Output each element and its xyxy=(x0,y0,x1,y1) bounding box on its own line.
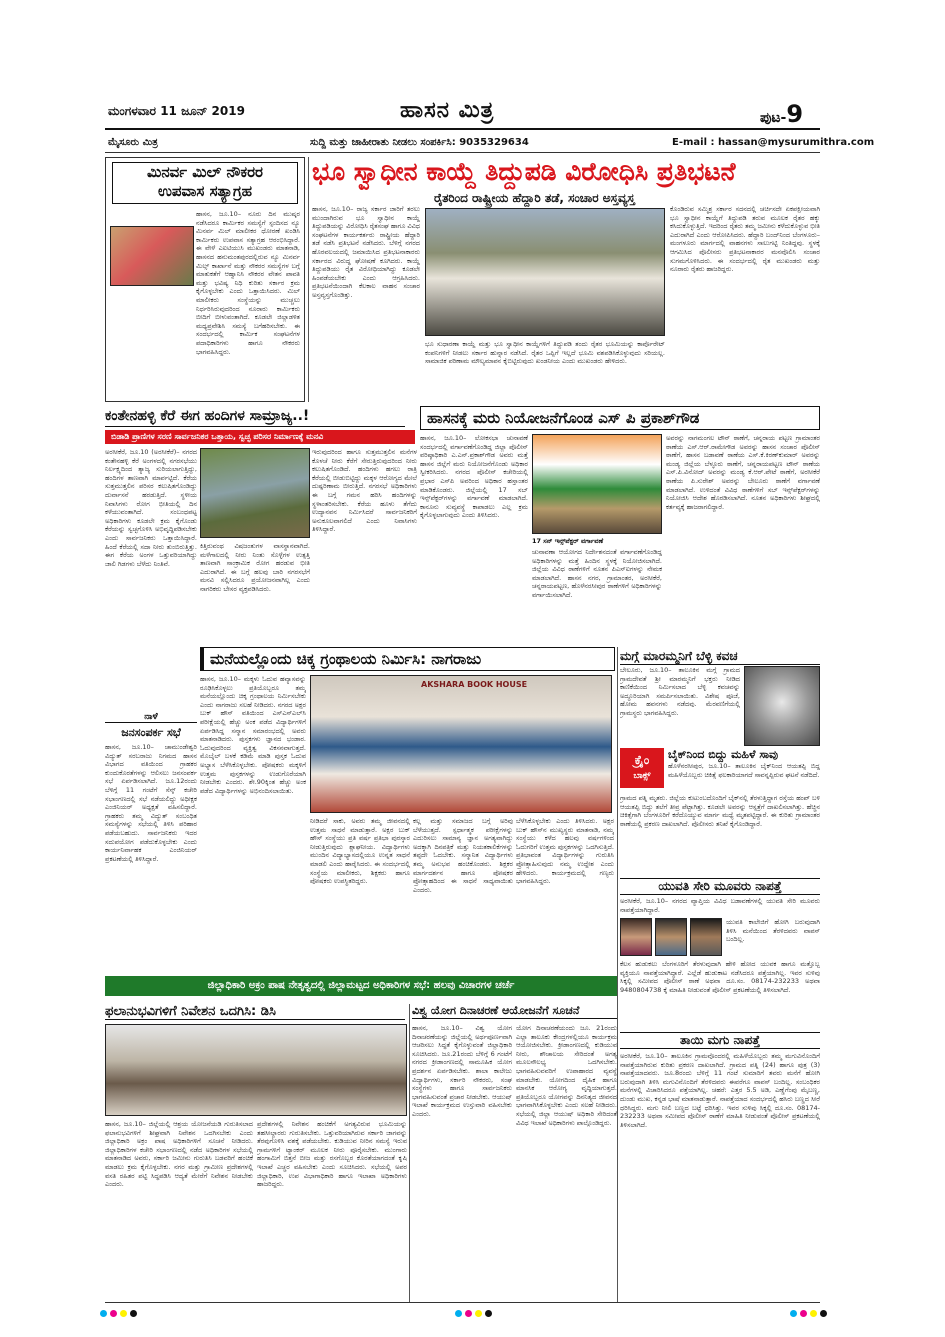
library-photo xyxy=(310,675,612,813)
land-protest-photo xyxy=(425,208,665,336)
lake-col3: ಇರುವುದರಿಂದ ಹಾಗೂ ಸುತ್ತಮುತ್ತಲಿನ ಮನೆಗಳ ಕೊಳಚೆ ನೀರು ಕೆರೆಗೆ ಸೇರುತ್ತಿರುವುದರಿಂದ ನೀರು ಕಲುಷಿತಗೊಂಡಿದೆ. ಹಂದಿಗಳು ಹಗಲು ರಾತ್ರಿ ಕೆರೆಯಲ್ಲಿ ಬೀಡುಬಿಟ್ಟಿದ್ದು ಮಕ್ಕಳ ಆರೋಗ್ಯದ ಮೇಲೆ ದುಷ್ಪರಿಣಾಮ ಬೀರುತ್ತಿದೆ. ನಗರಸಭೆ ಅಧಿಕಾರಿಗಳು ಈ ಬಗ್ಗೆ ಗಮನ ಹರಿಸಿ ಹಂದಿಗಳನ್ನು ಸ್ಥಳಾಂತರಿಸಬೇಕು. ಕೆರೆಯ ಹೂಳು ತೆಗೆದು ಉದ್ಯಾನವನ ನಿರ್ಮಿಸಿದರೆ ಸಾರ್ವಜನಿಕರಿಗೆ ಅನುಕೂಲವಾಗಲಿದೆ ಎಂದು ನಿವಾಸಿಗಳು ತಿಳಿಸಿದ್ದಾರೆ. xyxy=(312,448,417,534)
minerva-headline-line1: ಮಿನರ್ವ ಮಿಲ್ ನೌಕರರ xyxy=(147,163,263,181)
yellow-mark xyxy=(475,1310,482,1317)
missing-three-side: ಯುವತಿ ಕಾಲೇಜಿಗೆ ಹೋಗಿ ಬರುವುದಾಗಿ ತಿಳಿಸಿ ಮನೆಯಿಂದ ತೆರಳಿದವರು ವಾಪಸ್ ಬಂದಿಲ್ಲ. xyxy=(726,918,820,944)
contact-line: ಸುದ್ದಿ ಮತ್ತು ಜಾಹೀರಾತು ನೀಡಲು ಸಂಪರ್ಕಿಸಿ: 9035329634 xyxy=(310,137,529,148)
crime-box-label xyxy=(620,748,664,788)
page-label: ಪುಟ- xyxy=(760,110,787,126)
yellow-mark xyxy=(120,1310,127,1317)
silver-armour-photo xyxy=(744,666,820,746)
library-col1: ಹಾಸನ, ಜೂ.10– ಮಕ್ಕಳು ಓದುವ ಹವ್ಯಾಸವನ್ನು ರೂಢಿಸಿಕೊಳ್ಳಲು ಪ್ರತಿಯೊಬ್ಬರೂ ತಮ್ಮ ಮನೆಯಲ್ಲೊಂದು ಚಿಕ್ಕ ಗ್ರಂಥಾಲಯ ನಿರ್ಮಿಸಬೇಕು ಎಂದು ನಾಗರಾಜು ಸಲಹೆ ನೀಡಿದರು. ನಗರದ ಅಕ್ಷರ ಬುಕ್ ಹೌಸ್ ವತಿಯಿಂದ ಎಸ್‌ಎಸ್‌ಎಲ್‌ಸಿ ಪರೀಕ್ಷೆಯಲ್ಲಿ ಹೆಚ್ಚು ಅಂಕ ಪಡೆದ ವಿದ್ಯಾರ್ಥಿಗಳಿಗೆ ಏರ್ಪಡಿಸಿದ್ದ ಸನ್ಮಾನ ಸಮಾರಂಭದಲ್ಲಿ ಅವರು ಮಾತನಾಡಿದರು. ಪುಸ್ತಕಗಳು ಜ್ಞಾನದ ಭಂಡಾರ. ಓದುವುದರಿಂದ ವ್ಯಕ್ತಿತ್ವ ವಿಕಸನವಾಗುತ್ತದೆ. ಮೊಬೈಲ್ ಬಳಕೆ ಕಡಿಮೆ ಮಾಡಿ ಪುಸ್ತಕ ಓದುವ ಅಭ್ಯಾಸ ಬೆಳೆಸಿಕೊಳ್ಳಬೇಕು. ಪೋಷಕರು ಮಕ್ಕಳಿಗೆ ಉತ್ತಮ ಪುಸ್ತಕಗಳನ್ನು ಉಡುಗೊರೆಯಾಗಿ ನೀಡಬೇಕು ಎಂದರು. ಶೇ.90ಕ್ಕಿಂತ ಹೆಚ್ಚು ಅಂಕ ಪಡೆದ ವಿದ್ಯಾರ್ಥಿಗಳನ್ನು ಅಭಿನಂದಿಸಲಾಯಿತು. xyxy=(200,675,306,795)
silver-armour-body: ಬೇಲೂರು, ಜೂ.10– ತಾಲೂಕಿನ ಮಗ್ಗೆ ಗ್ರಾಮದ ಗ್ರಾಮದೇವತೆ ಶ್ರೀ ಮಾರಮ್ಮನಿಗೆ ಭಕ್ತರು ನೀಡಿದ ಕಾಣಿಕೆಯಿಂದ ನಿರ್ಮಿಸಲಾದ ಬೆಳ್ಳಿ ಕವಚವನ್ನು ಅದ್ಧೂರಿಯಾಗಿ ಸಮರ್ಪಿಸಲಾಯಿತು. ವಿಶೇಷ ಪೂಜೆ, ಹೋಮ ಹವನಗಳು ನಡೆದವು. ಮೆರವಣಿಗೆಯಲ್ಲಿ ಗ್ರಾಮಸ್ಥರು ಭಾಗವಹಿಸಿದ್ದರು. xyxy=(620,666,740,717)
yoga-col1: ಹಾಸನ, ಜೂ.10– ವಿಶ್ವ ಯೋಗ ದಿನಾಚರಣೆಯನ್ನು ಜಿಲ್ಲೆಯಲ್ಲಿ ಅರ್ಥಪೂರ್ಣವಾಗಿ ಆಚರಿಸಲು ಸಿದ್ಧತೆ ಕೈಗೊಳ್ಳುವಂತೆ ಜಿಲ್ಲಾಧಿಕಾರಿ ಸೂಚಿಸಿದರು. ಜೂ.21ರಂದು ಬೆಳಿಗ್ಗೆ 6 ಗಂಟೆಗೆ ನಗರದ ಕ್ರೀಡಾಂಗಣದಲ್ಲಿ ಸಾಮೂಹಿಕ ಯೋಗ ಪ್ರದರ್ಶನ ಏರ್ಪಡಿಸಬೇಕು. ಶಾಲಾ ಕಾಲೇಜು ವಿದ್ಯಾರ್ಥಿಗಳು, ಸರ್ಕಾರಿ ನೌಕರರು, ಸಂಘ ಸಂಸ್ಥೆಗಳು ಹಾಗೂ ಸಾರ್ವಜನಿಕರು ಭಾಗವಹಿಸುವಂತೆ ಪ್ರಚಾರ ನೀಡಬೇಕು. ಆಯುಷ್ ಇಲಾಖೆ ಕಾರ್ಯಕ್ರಮದ ಉಸ್ತುವಾರಿ ವಹಿಸಬೇಕು ಎಂದರು. xyxy=(412,1024,512,1118)
lake-photo xyxy=(200,448,310,538)
crime-label-line1: ಕ್ರೈಂ xyxy=(634,753,650,767)
missing-three-lead: ಅರಸೀಕೆರೆ, ಜೂ.10– ನಗರದ ವ್ಯಾಪ್ತಿಯ ವಿವಿಧ ಬಡಾವಣೆಗಳಲ್ಲಿ ಯುವತಿ ಸೇರಿ ಮೂವರು ನಾಪತ್ತೆಯಾಗಿದ್ದಾರೆ. xyxy=(620,897,820,914)
yoga-headline: ವಿಶ್ವ ಯೋಗ ದಿನಾಚರಣೆ ಆಯೋಜನೆಗೆ ಸೂಚನೆ xyxy=(412,1004,617,1019)
lake-red-bar: ಬಿಡಾಡಿ ಪ್ರಾಣಿಗಳ ಸರಣಿ ಸಾರ್ವಜನಿಕರ ಒತ್ತಾಯ, ಸ್ವಚ್ಛ ಪರಿಸರ ನಿರ್ಮಾಣಕ್ಕೆ ಮನವಿ xyxy=(105,430,415,444)
sp-headline: ಹಾಸನಕ್ಕೆ ಮರು ನಿಯೋಜನೆಗೊಂಡ ಎಸ್ ಪಿ ಪ್ರಕಾಶ್‌ಗೌಡ xyxy=(420,406,820,430)
sp-caption-text: 17 ಸನ್ ಇನ್ಸ್‌ಪೆಕ್ಟರ್ ವರ್ಗಾವಣೆ xyxy=(532,537,604,545)
missing-person-photo-2 xyxy=(655,918,687,956)
issue-date: ಮಂಗಳವಾರ 11 ಜೂನ್ 2019 xyxy=(108,104,245,118)
dc-meeting-green-bar: ಜಿಲ್ಲಾಧಿಕಾರಿ ಅಕ್ರಂ ಪಾಷ ನೇತೃತ್ವದಲ್ಲಿ ಜಿಲ್ಲಾಮಟ್ಟದ ಅಧಿಕಾರಿಗಳ ಸಭೆ: ಹಲವು ವಿಚಾರಗಳ ಚರ್ಚೆ xyxy=(105,976,617,996)
land-protest-subhead: ರೈತರಿಂದ ರಾಷ್ಟ್ರೀಯ ಹೆದ್ದಾರಿ ತಡೆ, ಸಂಚಾರ ಅಸ್ತವ್ಯಸ್ತ xyxy=(434,191,635,205)
magenta-mark xyxy=(465,1310,472,1317)
black-mark xyxy=(485,1310,492,1317)
sp-col2: ಚುನಾವಣಾ ಆಯೋಗದ ನಿರ್ದೇಶನದಂತೆ ವರ್ಗಾವಣೆಗೊಂಡಿದ್ದ ಅಧಿಕಾರಿಗಳನ್ನು ಮತ್ತೆ ಹಿಂದಿನ ಸ್ಥಳಕ್ಕೆ ನಿಯೋಜಿಸಲಾಗಿದೆ. ಜಿಲ್ಲೆಯ ವಿವಿಧ ಠಾಣೆಗಳಿಗೆ ನೂತನ ಪಿಎಸ್‌ಐಗಳನ್ನು ನೇಮಕ ಮಾಡಲಾಗಿದೆ. ಹಾಸನ ನಗರ, ಗ್ರಾಮಾಂತರ, ಅರಸೀಕೆರೆ, ಚನ್ನರಾಯಪಟ್ಟಣ, ಹೊಳೆನರಸೀಪುರ ಠಾಣೆಗಳಿಗೆ ಅಧಿಕಾರಿಗಳನ್ನು ವರ್ಗಾಯಿಸಲಾಗಿದೆ. xyxy=(532,548,662,599)
library-headline-box xyxy=(200,647,615,671)
missing-three-headline: ಯುವತಿ ಸೇರಿ ಮೂವರು ನಾಪತ್ತೆ xyxy=(620,878,820,895)
column-divider xyxy=(308,157,309,402)
crime-label-line2: ಬಾಕ್ಸ್ xyxy=(633,771,651,781)
missing-person-photo-1 xyxy=(620,918,652,956)
library-headline: ಮನೆಯಲ್ಲೊಂದು ಚಿಕ್ಕ ಗ್ರಂಥಾಲಯ ನಿರ್ಮಿಸಿ: ನಾಗರಾಜು xyxy=(210,650,482,668)
cyan-mark xyxy=(455,1310,462,1317)
sp-col1: ಹಾಸನ, ಜೂ.10– ಲೋಕಸಭಾ ಚುನಾವಣೆ ಸಂದರ್ಭದಲ್ಲಿ ವರ್ಗಾವಣೆಗೊಂಡಿದ್ದ ಜಿಲ್ಲಾ ಪೊಲೀಸ್ ವರಿಷ್ಠಾಧಿಕಾರಿ ಎ.ಎನ್.ಪ್ರಕಾಶ್‌ಗೌಡ ಅವರು ಮತ್ತೆ ಹಾಸನ ಜಿಲ್ಲೆಗೆ ಮರು ನಿಯೋಜನೆಗೊಂಡು ಅಧಿಕಾರ ಸ್ವೀಕರಿಸಿದರು. ನಗರದ ಪೊಲೀಸ್ ಕಚೇರಿಯಲ್ಲಿ ಪ್ರಭಾರ ಎಸ್‌ಪಿ ಅವರಿಂದ ಅಧಿಕಾರ ಹಸ್ತಾಂತರ ಮಾಡಿಕೊಂಡರು. ಜಿಲ್ಲೆಯಲ್ಲಿ 17 ಸಬ್ ಇನ್ಸ್‌ಪೆಕ್ಟರ್‌ಗಳನ್ನು ವರ್ಗಾವಣೆ ಮಾಡಲಾಗಿದೆ. ಕಾನೂನು ಸುವ್ಯವಸ್ಥೆ ಕಾಪಾಡಲು ಎಲ್ಲ ಕ್ರಮ ಕೈಗೊಳ್ಳಲಾಗುವುದು ಎಂದು ತಿಳಿಸಿದರು. xyxy=(420,434,528,520)
lake-col1: ಅರಸೀಕೆರೆ, ಜೂ.10 (ಅರಸೀಕೆರೆ)– ನಗರದ ಕಂತೇನಹಳ್ಳಿ ಕೆರೆ ಅಂಗಳದಲ್ಲಿ ನಗರಸಭೆಯು ನಿರ್ಲಕ್ಷ್ಯದಿಂದ ತ್ಯಾಜ್ಯ ಸುರಿಯಲಾಗುತ್ತಿದ್ದು, ಹಂದಿಗಳ ತಾಣವಾಗಿ ಮಾರ್ಪಟ್ಟಿದೆ. ಕೆರೆಯ ಸುತ್ತಮುತ್ತಲಿನ ಪರಿಸರ ಕಲುಷಿತಗೊಂಡಿದ್ದು ದುರ್ವಾಸನೆ ಹರಡುತ್ತಿದೆ. ಸ್ಥಳೀಯ ನಿವಾಸಿಗಳು ರೋಗ ಭೀತಿಯಲ್ಲಿ ದಿನ ಕಳೆಯುವಂತಾಗಿದೆ. ಸಂಬಂಧಪಟ್ಟ ಅಧಿಕಾರಿಗಳು ಕೂಡಲೇ ಕ್ರಮ ಕೈಗೊಂಡು ಕೆರೆಯನ್ನು ಸ್ವಚ್ಛಗೊಳಿಸಿ ಅಭಿವೃದ್ಧಿಪಡಿಸಬೇಕು ಎಂದು ಸಾರ್ವಜನಿಕರು ಒತ್ತಾಯಿಸಿದ್ದಾರೆ. ಹಿಂದೆ ಕೆರೆಯಲ್ಲಿ ಸದಾ ನೀರು ತುಂಬಿರುತ್ತಿತ್ತು. ಈಗ ಕೆರೆಯ ಅಂಗಳ ಒತ್ತುವರಿಯಾಗಿದ್ದು ಜಾಲಿ ಗಿಡಗಳು ಬೆಳೆದು ನಿಂತಿವೆ. xyxy=(105,448,197,568)
cyan-mark xyxy=(100,1310,107,1317)
minerva-headline xyxy=(112,162,298,204)
minerva-story xyxy=(105,157,305,402)
land-protest-col2: ಭೂ ಸುಧಾರಣಾ ಕಾಯ್ದೆ ಮತ್ತು ಭೂ ಸ್ವಾಧೀನ ಕಾಯ್ದೆಗಳಿಗೆ ತಿದ್ದುಪಡಿ ತಂದು ರೈತರ ಭೂಮಿಯನ್ನು ಕಾರ್ಪೊರೇಟ್ ಕಂಪನಿಗಳಿಗೆ ನೀಡಲು ಸರ್ಕಾರ ಹುನ್ನಾರ ನಡೆಸಿದೆ. ರೈತರ ಒಪ್ಪಿಗೆ ಇಲ್ಲದೆ ಭೂಮಿ ವಶಪಡಿಸಿಕೊಳ್ಳುವುದು ಸರಿಯಲ್ಲ. ಸಾಮಾಜಿಕ ಪರಿಣಾಮ ಮೌಲ್ಯಮಾಪನ ಕೈಬಿಟ್ಟಿರುವುದು ಖಂಡನೀಯ ಎಂದು ಮುಖಂಡರು ಹೇಳಿದರು. xyxy=(425,340,665,366)
mother-child-body: ಅರಸೀಕೆರೆ, ಜೂ.10– ತಾಲೂಕಿನ ಗ್ರಾಮವೊಂದರಲ್ಲಿ ಮಹಿಳೆಯೊಬ್ಬರು ತಮ್ಮ ಮಗುವಿನೊಂದಿಗೆ ನಾಪತ್ತೆಯಾಗಿರುವ ಕುರಿತು ಪ್ರಕರಣ ದಾಖಲಾಗಿದೆ. ಗ್ರಾಮದ ಪತ್ನಿ (24) ಹಾಗೂ ಪುತ್ರ (3) ನಾಪತ್ತೆಯಾದವರು. ಜೂ.8ರಂದು ಬೆಳಿಗ್ಗೆ 11 ಗಂಟೆ ಸುಮಾರಿಗೆ ತವರು ಮನೆಗೆ ಹೋಗಿ ಬರುವುದಾಗಿ ತಿಳಿಸಿ ಮಗುವಿನೊಂದಿಗೆ ತೆರಳಿದವರು ಈವರೆಗೂ ವಾಪಸ್ ಬಂದಿಲ್ಲ. ಸಂಬಂಧಿಕರ ಮನೆಗಳಲ್ಲಿ ವಿಚಾರಿಸಿದರೂ ಪತ್ತೆಯಾಗಿಲ್ಲ. ಚಹರೆ: ಎತ್ತರ 5.5 ಅಡಿ, ಎಣ್ಣೆಗೆಂಪು ಮೈಬಣ್ಣ, ದುಂಡು ಮುಖ, ಕನ್ನಡ ಭಾಷೆ ಮಾತನಾಡುತ್ತಾರೆ. ನಾಪತ್ತೆಯಾದ ಸಂದರ್ಭದಲ್ಲಿ ಹಸಿರು ಬಣ್ಣದ ಸೀರೆ ಧರಿಸಿದ್ದರು. ಮಗು ನೀಲಿ ಬಣ್ಣದ ಬಟ್ಟೆ ಧರಿಸಿತ್ತು. ಇವರ ಸುಳಿವು ಸಿಕ್ಕಲ್ಲಿ ದೂ.ಸಂ. 08174-232233 ಅಥವಾ ಸಮೀಪದ ಪೊಲೀಸ್ ಠಾಣೆಗೆ ಮಾಹಿತಿ ನೀಡುವಂತೆ ಪೊಲೀಸ್ ಪ್ರಕಟಣೆಯಲ್ಲಿ ತಿಳಿಸಲಾಗಿದೆ. xyxy=(620,1052,820,1129)
page-number xyxy=(760,100,803,128)
silver-armour-headline: ಮಗ್ಗೆ ಮಾರಮ್ಮನಿಗೆ ಬೆಳ್ಳಿ ಕವಚ xyxy=(620,649,820,665)
registration-marks-left xyxy=(100,1310,137,1317)
masthead: ಹಾಸನ ಮಿತ್ರ xyxy=(400,98,495,123)
public-meeting-body: ಹಾಸನ, ಜೂ.10– ಚಾಮುಂಡೇಶ್ವರಿ ವಿದ್ಯುತ್ ಸರಬರಾಜು ನಿಗಮದ ಹಾಸನ ವಿಭಾಗದ ವತಿಯಿಂದ ಗ್ರಾಹಕರ ಕುಂದುಕೊರತೆಗಳನ್ನು ಆಲಿಸಲು ಜನಸಂಪರ್ಕ ಸಭೆ ಏರ್ಪಡಿಸಲಾಗಿದೆ. ಜೂ.12ರಂದು ಬೆಳಿಗ್ಗೆ 11 ಗಂಟೆಗೆ ಸೆಸ್ಕ್ ಕಚೇರಿ ಸಭಾಂಗಣದಲ್ಲಿ ಸಭೆ ನಡೆಯಲಿದ್ದು ಅಧೀಕ್ಷಕ ಎಂಜಿನಿಯರ್ ಅಧ್ಯಕ್ಷತೆ ವಹಿಸಲಿದ್ದಾರೆ. ಗ್ರಾಹಕರು ತಮ್ಮ ವಿದ್ಯುತ್ ಸಂಬಂಧಿತ ಸಮಸ್ಯೆಗಳನ್ನು ಸಭೆಯಲ್ಲಿ ತಿಳಿಸಿ ಪರಿಹಾರ ಪಡೆಯಬಹುದು. ಸಾರ್ವಜನಿಕರು ಇದರ ಸದುಪಯೋಗ ಪಡೆದುಕೊಳ್ಳಬೇಕು ಎಂದು ಕಾರ್ಯನಿರ್ವಾಹಕ ಎಂಜಿನಿಯರ್ ಪ್ರಕಟಣೆಯಲ್ಲಿ ತಿಳಿಸಿದ್ದಾರೆ. xyxy=(105,743,197,863)
cyan-mark xyxy=(790,1310,797,1317)
dc-col2: ಪ್ರದೇಶಗಳಲ್ಲಿ ನಿವೇಶನ ಹಂಚಿಕೆಗೆ ಅಗತ್ಯವಿರುವ ಭೂಮಿಯನ್ನು ತಹಸೀಲ್ದಾರರು ಗುರುತಿಸಬೇಕು. ಒತ್ತುವರಿಯಾಗಿರುವ ಸರ್ಕಾರಿ ಜಾಗವನ್ನು ತೆರವುಗೊಳಿಸಿ ವಶಕ್ಕೆ ಪಡೆಯಬೇಕು. ಕುಡಿಯುವ ನೀರಿನ ಸಮಸ್ಯೆ ಇರುವ ಗ್ರಾಮಗಳಿಗೆ ಟ್ಯಾಂಕರ್ ಮೂಲಕ ನೀರು ಪೂರೈಸಬೇಕು. ಮುಂಗಾರು ಹಂಗಾಮಿಗೆ ಬಿತ್ತನೆ ಬೀಜ ಮತ್ತು ರಸಗೊಬ್ಬರ ಕೊರತೆಯಾಗದಂತೆ ಕೃಷಿ ಇಲಾಖೆ ಎಚ್ಚರ ವಹಿಸಬೇಕು ಎಂದು ಸೂಚಿಸಿದರು. ಸಭೆಯಲ್ಲಿ ಅಪರ ಜಿಲ್ಲಾಧಿಕಾರಿ, ಉಪ ವಿಭಾಗಾಧಿಕಾರಿ ಹಾಗೂ ಇಲಾಖಾ ಅಧಿಕಾರಿಗಳು ಹಾಜರಿದ್ದರು. xyxy=(257,1120,407,1189)
masthead-rule xyxy=(105,128,820,130)
land-protest-col3: ಕೊಂಡಿರುವ ಸಮ್ಮಿಶ್ರ ಸರ್ಕಾರ ಸದನದಲ್ಲಿ ಚರ್ಚಿಸದೇ ಏಕಪಕ್ಷೀಯವಾಗಿ ಭೂ ಸ್ವಾಧೀನ ಕಾಯ್ದೆಗೆ ತಿದ್ದುಪಡಿ ತರುವ ಮೂಲಕ ರೈತರ ಹಕ್ಕು ಕಸಿದುಕೊಳ್ಳುತ್ತಿದೆ. ಇದರಿಂದ ರೈತರು ತಮ್ಮ ಜಮೀನು ಕಳೆದುಕೊಳ್ಳುವ ಭೀತಿ ಎದುರಾಗಿದೆ ಎಂದು ಆರೋಪಿಸಿದರು. ಹೆದ್ದಾರಿ ಬಂದ್‌ನಿಂದ ಬೆಂಗಳೂರು–ಮಂಗಳೂರು ಮಾರ್ಗದಲ್ಲಿ ವಾಹನಗಳು ಸಾಲುಗಟ್ಟಿ ನಿಂತಿದ್ದವು. ಸ್ಥಳಕ್ಕೆ ಆಗಮಿಸಿದ ಪೊಲೀಸರು ಪ್ರತಿಭಟನಾಕಾರರ ಮನವೊಲಿಸಿ ಸಂಚಾರ ಸುಗಮಗೊಳಿಸಿದರು. ಈ ಸಂದರ್ಭದಲ್ಲಿ ರೈತ ಮುಖಂಡರು ಮತ್ತು ನೂರಾರು ರೈತರು ಹಾಜರಿದ್ದರು. xyxy=(670,205,820,274)
missing-person-photo-3 xyxy=(690,918,722,956)
column-divider xyxy=(617,647,618,1302)
yellow-mark xyxy=(810,1310,817,1317)
registration-marks-center xyxy=(455,1310,492,1317)
library-col4: ಬೆಳೆಸಿಕೊಳ್ಳಬೇಕು ಎಂದು ತಿಳಿಸಿದರು. ಅಕ್ಷರ ಬುಕ್ ಹೌಸ್‌ನ ಮುಖ್ಯಸ್ಥರು ಮಾತನಾಡಿ, ನಮ್ಮ ಸಂಸ್ಥೆಯು ಕಳೆದ ಹಲವು ವರ್ಷಗಳಿಂದ ಓದುಗರಿಗೆ ಉತ್ತಮ ಪುಸ್ತಕಗಳನ್ನು ಒದಗಿಸುತ್ತಿದೆ. ಪ್ರತಿಭಾವಂತ ವಿದ್ಯಾರ್ಥಿಗಳನ್ನು ಗುರುತಿಸಿ ಪ್ರೋತ್ಸಾಹಿಸುವುದು ನಮ್ಮ ಉದ್ದೇಶ ಎಂದು ಹೇಳಿದರು. ಕಾರ್ಯಕ್ರಮದಲ್ಲಿ ಗಣ್ಯರು ಭಾಗವಹಿಸಿದ್ದರು. xyxy=(516,817,614,886)
land-protest-headline: ಭೂ ಸ್ವಾಧೀನ ಕಾಯ್ದೆ ತಿದ್ದುಪಡಿ ವಿರೋಧಿಸಿ ಪ್ರತಿಭಟನೆ xyxy=(312,157,736,186)
dc-col1: ಹಾಸನ, ಜೂ.10– ಜಿಲ್ಲೆಯಲ್ಲಿ ಆಶ್ರಯ ಯೋಜನೆಯಡಿ ಗುರುತಿಸಲಾದ ಫಲಾನುಭವಿಗಳಿಗೆ ಶೀಘ್ರವಾಗಿ ನಿವೇಶನ ಒದಗಿಸಬೇಕು ಎಂದು ಜಿಲ್ಲಾಧಿಕಾರಿ ಅಕ್ರಂ ಪಾಷ ಅಧಿಕಾರಿಗಳಿಗೆ ಸೂಚನೆ ನೀಡಿದರು. ಜಿಲ್ಲಾಧಿಕಾರಿಗಳ ಕಚೇರಿ ಸಭಾಂಗಣದಲ್ಲಿ ನಡೆದ ಅಧಿಕಾರಿಗಳ ಸಭೆಯಲ್ಲಿ ಮಾತನಾಡಿದ ಅವರು, ಸರ್ಕಾರಿ ಜಮೀನು ಗುರುತಿಸಿ ಬಡವರಿಗೆ ಹಂಚಿಕೆ ಮಾಡಲು ಕ್ರಮ ಕೈಗೊಳ್ಳಬೇಕು. ನಗರ ಮತ್ತು ಗ್ರಾಮೀಣ ಪ್ರದೇಶಗಳಲ್ಲಿ ವಸತಿ ರಹಿತರ ಪಟ್ಟಿ ಸಿದ್ಧಪಡಿಸಿ ಆದ್ಯತೆ ಮೇರೆಗೆ ನಿವೇಶನ ನೀಡಬೇಕು ಎಂದರು. xyxy=(105,1120,253,1189)
sp-col3: ಅವರನ್ನು ನಾಗಮಂಗಲ ಟೌನ್ ಠಾಣೆಗೆ, ಚನ್ನರಾಯ ಪಟ್ಟಣ ಗ್ರಾಮಾಂತರ ಠಾಣೆಯ ಎಸ್.ಆರ್.ರಾಮೇಗೌಡ ಅವರನ್ನು ಹಾಸನ ಸಂಚಾರ ಪೊಲೀಸ್ ಠಾಣೆಗೆ, ಹಾಸನ ಬಡಾವಣೆ ಠಾಣೆಯ ಎಸ್.ಕೆ.ಕಿರಣ್‌ಕುಮಾರ್ ಅವರನ್ನು ಮಂಡ್ಯ ಜಿಲ್ಲೆಯ ಬೆಳ್ಳೂರು ಠಾಣೆಗೆ, ಚನ್ನರಾಯಪಟ್ಟಣ ಟೌನ್ ಠಾಣೆಯ ಎಸ್.ಪಿ.ವಿನೋದ್ ಅವರನ್ನು ಮಂಡ್ಯ ಕೆ.ಆರ್.ಪೇಟೆ ಠಾಣೆಗೆ, ಅರಸೀಕೆರೆ ಠಾಣೆಯ ಪಿ.ಸುರೇಶ್ ಅವರನ್ನು ಬೇಲೂರು ಠಾಣೆಗೆ ವರ್ಗಾವಣೆ ಮಾಡಲಾಗಿದೆ. ಉಳಿದಂತೆ ವಿವಿಧ ಠಾಣೆಗಳಿಗೆ ಸಬ್ ಇನ್ಸ್‌ಪೆಕ್ಟರ್‌ಗಳನ್ನು ನಿಯೋಜಿಸಿ ಆದೇಶ ಹೊರಡಿಸಲಾಗಿದೆ. ನೂತನ ಅಧಿಕಾರಿಗಳು ಶೀಘ್ರದಲ್ಲಿ ಕರ್ತವ್ಯಕ್ಕೆ ಹಾಜರಾಗಲಿದ್ದಾರೆ. xyxy=(666,434,820,511)
footer-rule xyxy=(105,1302,820,1303)
lake-headline: ಕಂತೇನಹಳ್ಳಿ ಕೆರೆ ಈಗ ಹಂದಿಗಳ ಸಾಮ್ರಾಜ್ಯ..! xyxy=(105,406,405,427)
yoga-col2: ಯೋಗ ದಿನಾಚರಣೆಯಂದು ಜೂ. 21ರಂದು ಎಲ್ಲಾ ತಾಲೂಕು ಕೇಂದ್ರಗಳಲ್ಲಿಯೂ ಕಾರ್ಯಕ್ರಮ ಆಯೋಜಿಸಬೇಕು. ಕ್ರೀಡಾಂಗಣದಲ್ಲಿ ಕುಡಿಯುವ ನೀರು, ಶೌಚಾಲಯ ಸೇರಿದಂತೆ ಅಗತ್ಯ ಮೂಲಸೌಲಭ್ಯ ಒದಗಿಸಬೇಕು. ಭಾಗವಹಿಸುವವರಿಗೆ ಉಪಾಹಾರದ ವ್ಯವಸ್ಥೆ ಮಾಡಬೇಕು. ಯೋಗದಿಂದ ದೈಹಿಕ ಹಾಗೂ ಮಾನಸಿಕ ಆರೋಗ್ಯ ವೃದ್ಧಿಯಾಗುತ್ತದೆ. ಪ್ರತಿಯೊಬ್ಬರೂ ಯೋಗವನ್ನು ದಿನನಿತ್ಯದ ಜೀವನದ ಭಾಗವಾಗಿಸಿಕೊಳ್ಳಬೇಕು ಎಂದು ಸಲಹೆ ನೀಡಿದರು. ಸಭೆಯಲ್ಲಿ ಜಿಲ್ಲಾ ಆಯುಷ್ ಅಧಿಕಾರಿ ಸೇರಿದಂತೆ ವಿವಿಧ ಇಲಾಖೆ ಅಧಿಕಾರಿಗಳು ಪಾಲ್ಗೊಂಡಿದ್ದರು. xyxy=(516,1024,617,1127)
library-banner-text: AKSHARA BOOK HOUSE xyxy=(421,680,528,689)
magenta-mark xyxy=(800,1310,807,1317)
minerva-headline-line2: ಉಪವಾಸ ಸತ್ಯಾಗ್ರಹ xyxy=(157,182,253,200)
subheader-rule xyxy=(105,152,820,153)
dc-headline: ಫಲಾನುಭವಿಗಳಿಗೆ ನಿವೇಶನ ಒದಗಿಸಿ: ಡಿಸಿ xyxy=(105,1004,405,1020)
dc-meeting-photo xyxy=(105,1024,407,1116)
edition-label: ಮೈಸೂರು ಮಿತ್ರ xyxy=(108,137,158,148)
public-meeting-story xyxy=(105,712,197,970)
sp-photo xyxy=(532,434,662,534)
magenta-mark xyxy=(110,1310,117,1317)
missing-three-body: ಕೆಲಸ ಹುಡುಕಲು ಬೆಂಗಳೂರಿಗೆ ತೆರಳುವುದಾಗಿ ಹೇಳಿ ಹೋದ ಯುವಕ ಹಾಗೂ ಮತ್ತೊಬ್ಬ ವ್ಯಕ್ತಿಯೂ ನಾಪತ್ತೆಯಾಗಿದ್ದಾರೆ. ಎಲ್ಲೆಡೆ ಹುಡುಕಾಟ ನಡೆಸಿದರೂ ಪತ್ತೆಯಾಗಿಲ್ಲ. ಇವರ ಸುಳಿವು ಸಿಕ್ಕಲ್ಲಿ ಸಮೀಪದ ಪೊಲೀಸ್ ಠಾಣೆ ಅಥವಾ ದೂ.ಸಂ. 08174-232233 ಅಥವಾ 9480804738 ಕ್ಕೆ ಮಾಹಿತಿ ನೀಡುವಂತೆ ಪೊಲೀಸ್ ಪ್ರಕಟಣೆಯಲ್ಲಿ ತಿಳಿಸಲಾಗಿದೆ. xyxy=(620,960,820,994)
lake-col2: ಕಿತ್ತಿರುವಂಥ ವಿಷಜಂತುಗಳ ವಾಸಸ್ಥಾನವಾಗಿದೆ. ಮಳೆಗಾಲದಲ್ಲಿ ನೀರು ನಿಂತು ಸೊಳ್ಳೆಗಳ ಉತ್ಪತ್ತಿ ತಾಣವಾಗಿ ಸಾಂಕ್ರಾಮಿಕ ರೋಗ ಹರಡುವ ಭೀತಿ ಎದುರಾಗಿದೆ. ಈ ಬಗ್ಗೆ ಹಲವು ಬಾರಿ ನಗರಸಭೆಗೆ ಮನವಿ ಸಲ್ಲಿಸಿದರೂ ಪ್ರಯೋಜನವಾಗಿಲ್ಲ ಎಂದು ನಾಗರಿಕರು ಬೇಸರ ವ್ಯಕ್ತಪಡಿಸಿದರು. xyxy=(200,542,310,593)
page-digit: 9 xyxy=(786,100,804,128)
land-protest-col1: ಹಾಸನ, ಜೂ.10– ರಾಜ್ಯ ಸರ್ಕಾರ ಜಾರಿಗೆ ತರಲು ಮುಂದಾಗಿರುವ ಭೂ ಸ್ವಾಧೀನ ಕಾಯ್ದೆ ತಿದ್ದುಪಡಿಯನ್ನು ವಿರೋಧಿಸಿ ರೈತಸಂಘ ಹಾಗೂ ವಿವಿಧ ಸಂಘಟನೆಗಳ ಕಾರ್ಯಕರ್ತರು ರಾಷ್ಟ್ರೀಯ ಹೆದ್ದಾರಿ ತಡೆ ನಡೆಸಿ ಪ್ರತಿಭಟನೆ ನಡೆಸಿದರು. ಬೆಳಿಗ್ಗೆ ನಗರದ ಹೊರವಲಯದಲ್ಲಿ ಜಮಾಯಿಸಿದ ಪ್ರತಿಭಟನಾಕಾರರು ಸರ್ಕಾರದ ವಿರುದ್ಧ ಘೋಷಣೆ ಕೂಗಿದರು. ಕಾಯ್ದೆ ತಿದ್ದುಪಡಿಯು ರೈತ ವಿರೋಧಿಯಾಗಿದ್ದು ಕೂಡಲೇ ಹಿಂಪಡೆಯಬೇಕು ಎಂದು ಆಗ್ರಹಿಸಿದರು. ಪ್ರತಿಭಟನೆಯಿಂದಾಗಿ ಕೆಲಕಾಲ ವಾಹನ ಸಂಚಾರ ಅಸ್ತವ್ಯಸ್ತಗೊಂಡಿತ್ತು. xyxy=(312,205,420,299)
email-line: E-mail : hassan@mysurumithra.com xyxy=(672,137,875,148)
mother-child-headline: ತಾಯಿ ಮಗು ನಾಪತ್ತೆ xyxy=(620,1032,820,1049)
library-col2: ನೀಡಿದರೆ ಸಾಕು, ಅವರು ತಮ್ಮ ಜೀವನದಲ್ಲಿ ಉತ್ತಮ ಸಾಧನೆ ಮಾಡುತ್ತಾರೆ. ಅಕ್ಷರ ಬುಕ್ ಹೌಸ್ ಸಂಸ್ಥೆಯು ಪ್ರತಿ ವರ್ಷ ಪ್ರತಿಭಾ ಪುರಸ್ಕಾರ ನೀಡುತ್ತಿರುವುದು ಶ್ಲಾಘನೀಯ. ವಿದ್ಯಾರ್ಥಿಗಳು ಮುಂದಿನ ವಿದ್ಯಾಭ್ಯಾಸದಲ್ಲಿಯೂ ಉನ್ನತ ಸಾಧನೆ ಮಾಡಲಿ ಎಂದು ಹಾರೈಸಿದರು. ಈ ಸಂದರ್ಭದಲ್ಲಿ ಸಂಸ್ಥೆಯ ಮಾಲೀಕರು, ಶಿಕ್ಷಕರು ಹಾಗೂ ಪೋಷಕರು ಉಪಸ್ಥಿತರಿದ್ದರು. xyxy=(310,817,410,886)
minerva-body: ಹಾಸನ, ಜೂ.10– ನೂರು ದಿನ ಮುಷ್ಕರ ನಡೆಸಿದರೂ ಕಾರ್ಮಿಕರ ಸಮಸ್ಯೆಗೆ ಸ್ಪಂದಿಸದ ನ್ಯೂ ಮಿನರ್ವ ಮಿಲ್ ಮಾಲೀಕರ ಧೋರಣೆ ಖಂಡಿಸಿ ಕಾರ್ಮಿಕರು ಉಪವಾಸ ಸತ್ಯಾಗ್ರಹ ಆರಂಭಿಸಿದ್ದಾರೆ. ಈ ವೇಳೆ ಎಐಟಿಯುಸಿ ಮುಖಂಡರು ಮಾತನಾಡಿ, ಹಾಸನದ ಹನುಮಂತಪುರದಲ್ಲಿರುವ ನ್ಯೂ ಮಿನರ್ವ ಮಿಲ್ಸ್ ಕಾರ್ಖಾನೆ ಮತ್ತು ನೌಕರರ ಸಮಸ್ಯೆಗಳ ಬಗ್ಗೆ ಮಾತುಕತೆಗೆ ಆಹ್ವಾನಿಸಿ ನೌಕರರ ವೇತನ ಪಾವತಿ ಮತ್ತು ಭವಿಷ್ಯ ನಿಧಿ ಕುರಿತು ಸರ್ಕಾರ ಕ್ರಮ ಕೈಗೊಳ್ಳಬೇಕು ಎಂದು ಒತ್ತಾಯಿಸಿದರು. ಮಿಲ್ ಮಾಲೀಕರು ಸಂಸ್ಥೆಯನ್ನು ಮುಚ್ಚಲು ನಿರ್ಧರಿಸಿರುವುದರಿಂದ ನೂರಾರು ಕಾರ್ಮಿಕರು ಬೀದಿಗೆ ಬೀಳುವಂತಾಗಿದೆ. ಕೂಡಲೇ ಜಿಲ್ಲಾಡಳಿತ ಮಧ್ಯಪ್ರವೇಶಿಸಿ ಸಮಸ್ಯೆ ಬಗೆಹರಿಸಬೇಕು. ಈ ಸಂದರ್ಭದಲ್ಲಿ ಕಾರ್ಮಿಕ ಸಂಘಟನೆಗಳ ಪದಾಧಿಕಾರಿಗಳು ಹಾಗೂ ನೌಕರರು ಭಾಗವಹಿಸಿದ್ದರು. xyxy=(196,210,300,356)
library-col3: ಕಲ್ಲ ಮತ್ತು ಸಮಾಜದ ಬಗ್ಗೆ ಅರಿವು ಬೆಳೆಯುತ್ತದೆ. ಸ್ಪರ್ಧಾತ್ಮಕ ಪರೀಕ್ಷೆಗಳನ್ನು ಎದುರಿಸಲು ಸಾಮಾನ್ಯ ಜ್ಞಾನ ಅಗತ್ಯವಾಗಿದ್ದು ಅದಕ್ಕಾಗಿ ದಿನಪತ್ರಿಕೆ ಮತ್ತು ನಿಯತಕಾಲಿಕೆಗಳನ್ನು ತಪ್ಪದೇ ಓದಬೇಕು. ಸನ್ಮಾನಿತ ವಿದ್ಯಾರ್ಥಿಗಳು ತಮ್ಮ ಅನುಭವ ಹಂಚಿಕೊಂಡರು. ಶಿಕ್ಷಕರ ಮಾರ್ಗದರ್ಶನ ಹಾಗೂ ಪೋಷಕರ ಪ್ರೋತ್ಸಾಹದಿಂದ ಈ ಸಾಧನೆ ಸಾಧ್ಯವಾಯಿತು ಎಂದರು. xyxy=(413,817,513,894)
bike-fall-body: ಗ್ರಾಮದ ಪತ್ನಿ ಮೃತರು. ಜಿಲ್ಲೆಯ ಕುಟುಂಬದೊಂದಿಗೆ ಬೈಕ್‌ನಲ್ಲಿ ತೆರಳುತ್ತಿದ್ದಾಗ ರಸ್ತೆಯ ಹಂಪ್ ಬಳಿ ಆಯತಪ್ಪಿ ಬಿದ್ದು ತಲೆಗೆ ತೀವ್ರ ಪೆಟ್ಟಾಗಿತ್ತು. ಕೂಡಲೇ ಅವರನ್ನು ಆಸ್ಪತ್ರೆಗೆ ದಾಖಲಿಸಲಾಗಿತ್ತು. ಹೆಚ್ಚಿನ ಚಿಕಿತ್ಸೆಗಾಗಿ ಬೆಂಗಳೂರಿಗೆ ಕರೆದೊಯ್ಯುವ ಮಾರ್ಗ ಮಧ್ಯೆ ಮೃತಪಟ್ಟಿದ್ದಾರೆ. ಈ ಕುರಿತು ಗ್ರಾಮಾಂತರ ಠಾಣೆಯಲ್ಲಿ ಪ್ರಕರಣ ದಾಖಲಾಗಿದೆ. ಪೊಲೀಸರು ತನಿಖೆ ಕೈಗೊಂಡಿದ್ದಾರೆ. xyxy=(620,794,820,828)
bike-fall-headline: ಬೈಕ್‌ನಿಂದ ಬಿದ್ದು ಮಹಿಳೆ ಸಾವು xyxy=(668,748,779,761)
public-meeting-kicker: ನಾಳೆ xyxy=(105,712,197,723)
black-mark xyxy=(130,1310,137,1317)
bike-fall-lead: ಹೊಳೆನರಸೀಪುರ, ಜೂ.10– ತಾಲೂಕಿನ ಬೈಕ್‌ನಿಂದ ಆಯತಪ್ಪಿ ಬಿದ್ದ ಮಹಿಳೆಯೊಬ್ಬರು ಚಿಕಿತ್ಸೆ ಫಲಕಾರಿಯಾಗದೆ ಸಾವನ್ನಪ್ಪಿರುವ ಘಟನೆ ನಡೆದಿದೆ. xyxy=(668,762,820,779)
registration-marks-right xyxy=(790,1310,827,1317)
public-meeting-headline: ಜನಸಂಪರ್ಕ ಸಭೆ xyxy=(121,726,181,739)
black-mark xyxy=(820,1310,827,1317)
column-divider xyxy=(409,1004,410,1302)
sp-caption xyxy=(532,537,662,545)
